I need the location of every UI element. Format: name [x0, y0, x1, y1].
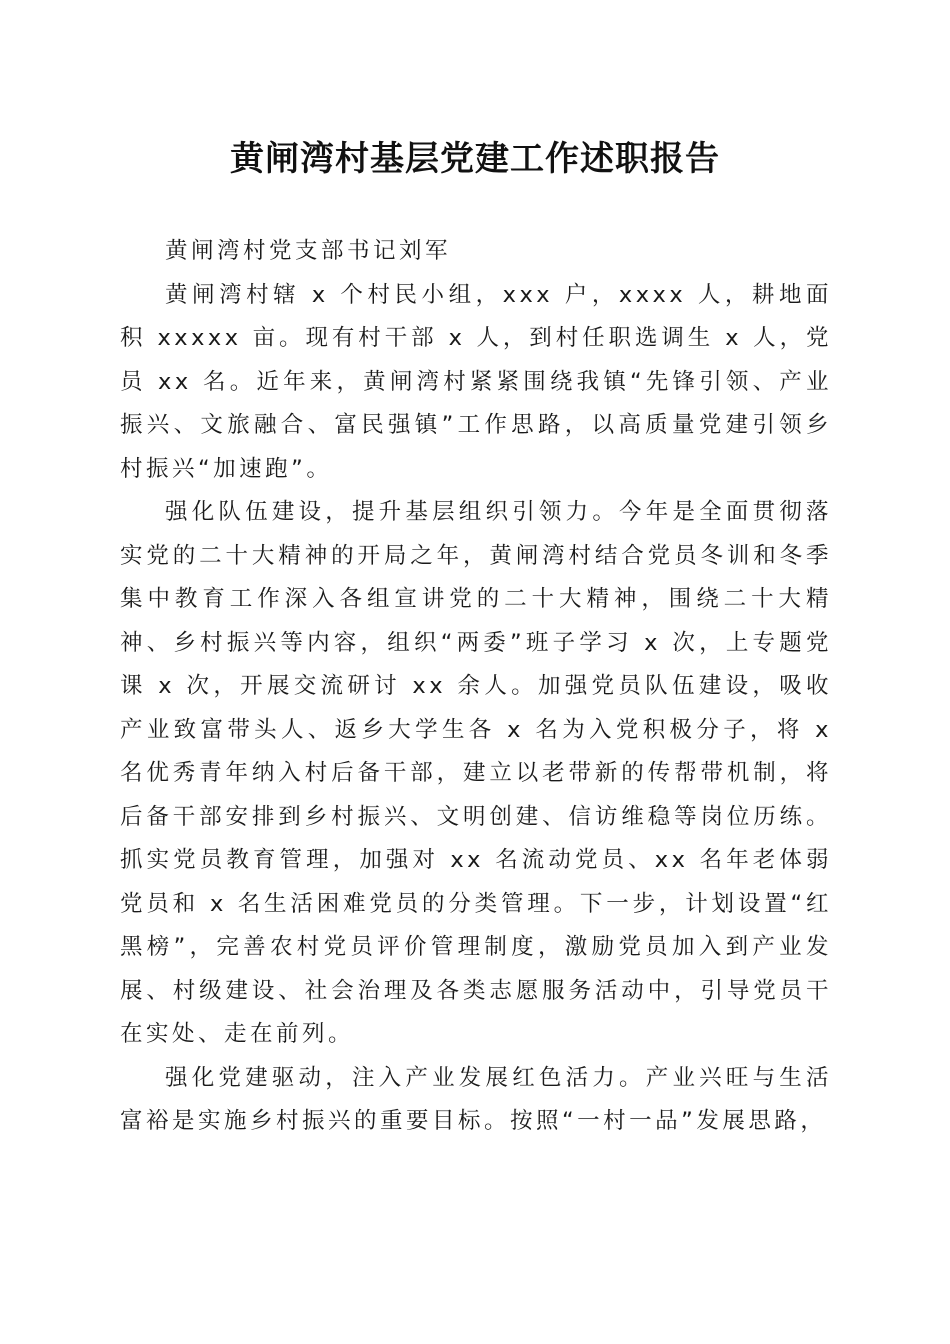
document-title: 黄闸湾村基层党建工作述职报告 [230, 139, 720, 179]
paragraph-intro: 黄闸湾村辖 x 个村民小组，xxx 户，xxxx 人，耕地面积 xxxxx 亩。现有村干部 x 人，到村任职选调生 x 人，党员 xx 名。近年来，黄闸湾村紧紧围绕我镇“先锋引领、产业振兴、文旅融合、富民强镇”工作思路，以高质量党建引领乡村振兴“加速跑”。 [120, 281, 832, 482]
paragraph-team-building: 强化队伍建设，提升基层组织引领力。今年是全面贯彻落实党的二十大精神的开局之年，黄闸湾村结合党员冬训和冬季集中教育工作深入各组宣讲党的二十大精神，围绕二十大精神、乡村振兴等内容，组织“两委”班子学习 x 次，上专题党课 x 次，开展交流研讨 xx 余人。加强党员队伍建设，吸收产业致富带头人、返乡大学生各 x 名为入党积极分子，将 x 名优秀青年纳入村后备干部，建立以老带新的传帮带机制，将后备干部安排到乡村振兴、文明创建、信访维稳等岗位历练。抓实党员教育管理，加强对 xx 名流动党员、xx 名年老体弱党员和 x 名生活困难党员的分类管理。下一步，计划设置“红黑榜”，完善农村党员评价管理制度，激励党员加入到产业发展、村级建设、社会治理及各类志愿服务活动中，引导党员干在实处、走在前列。 [120, 499, 832, 1047]
paragraph-industry-development: 强化党建驱动，注入产业发展红色活力。产业兴旺与生活富裕是实施乡村振兴的重要目标。按照“一村一品”发展思路， [120, 1064, 832, 1134]
author-line: 黄闸湾村党支部书记刘军 [165, 238, 452, 264]
document-body [120, 230, 832, 1144]
